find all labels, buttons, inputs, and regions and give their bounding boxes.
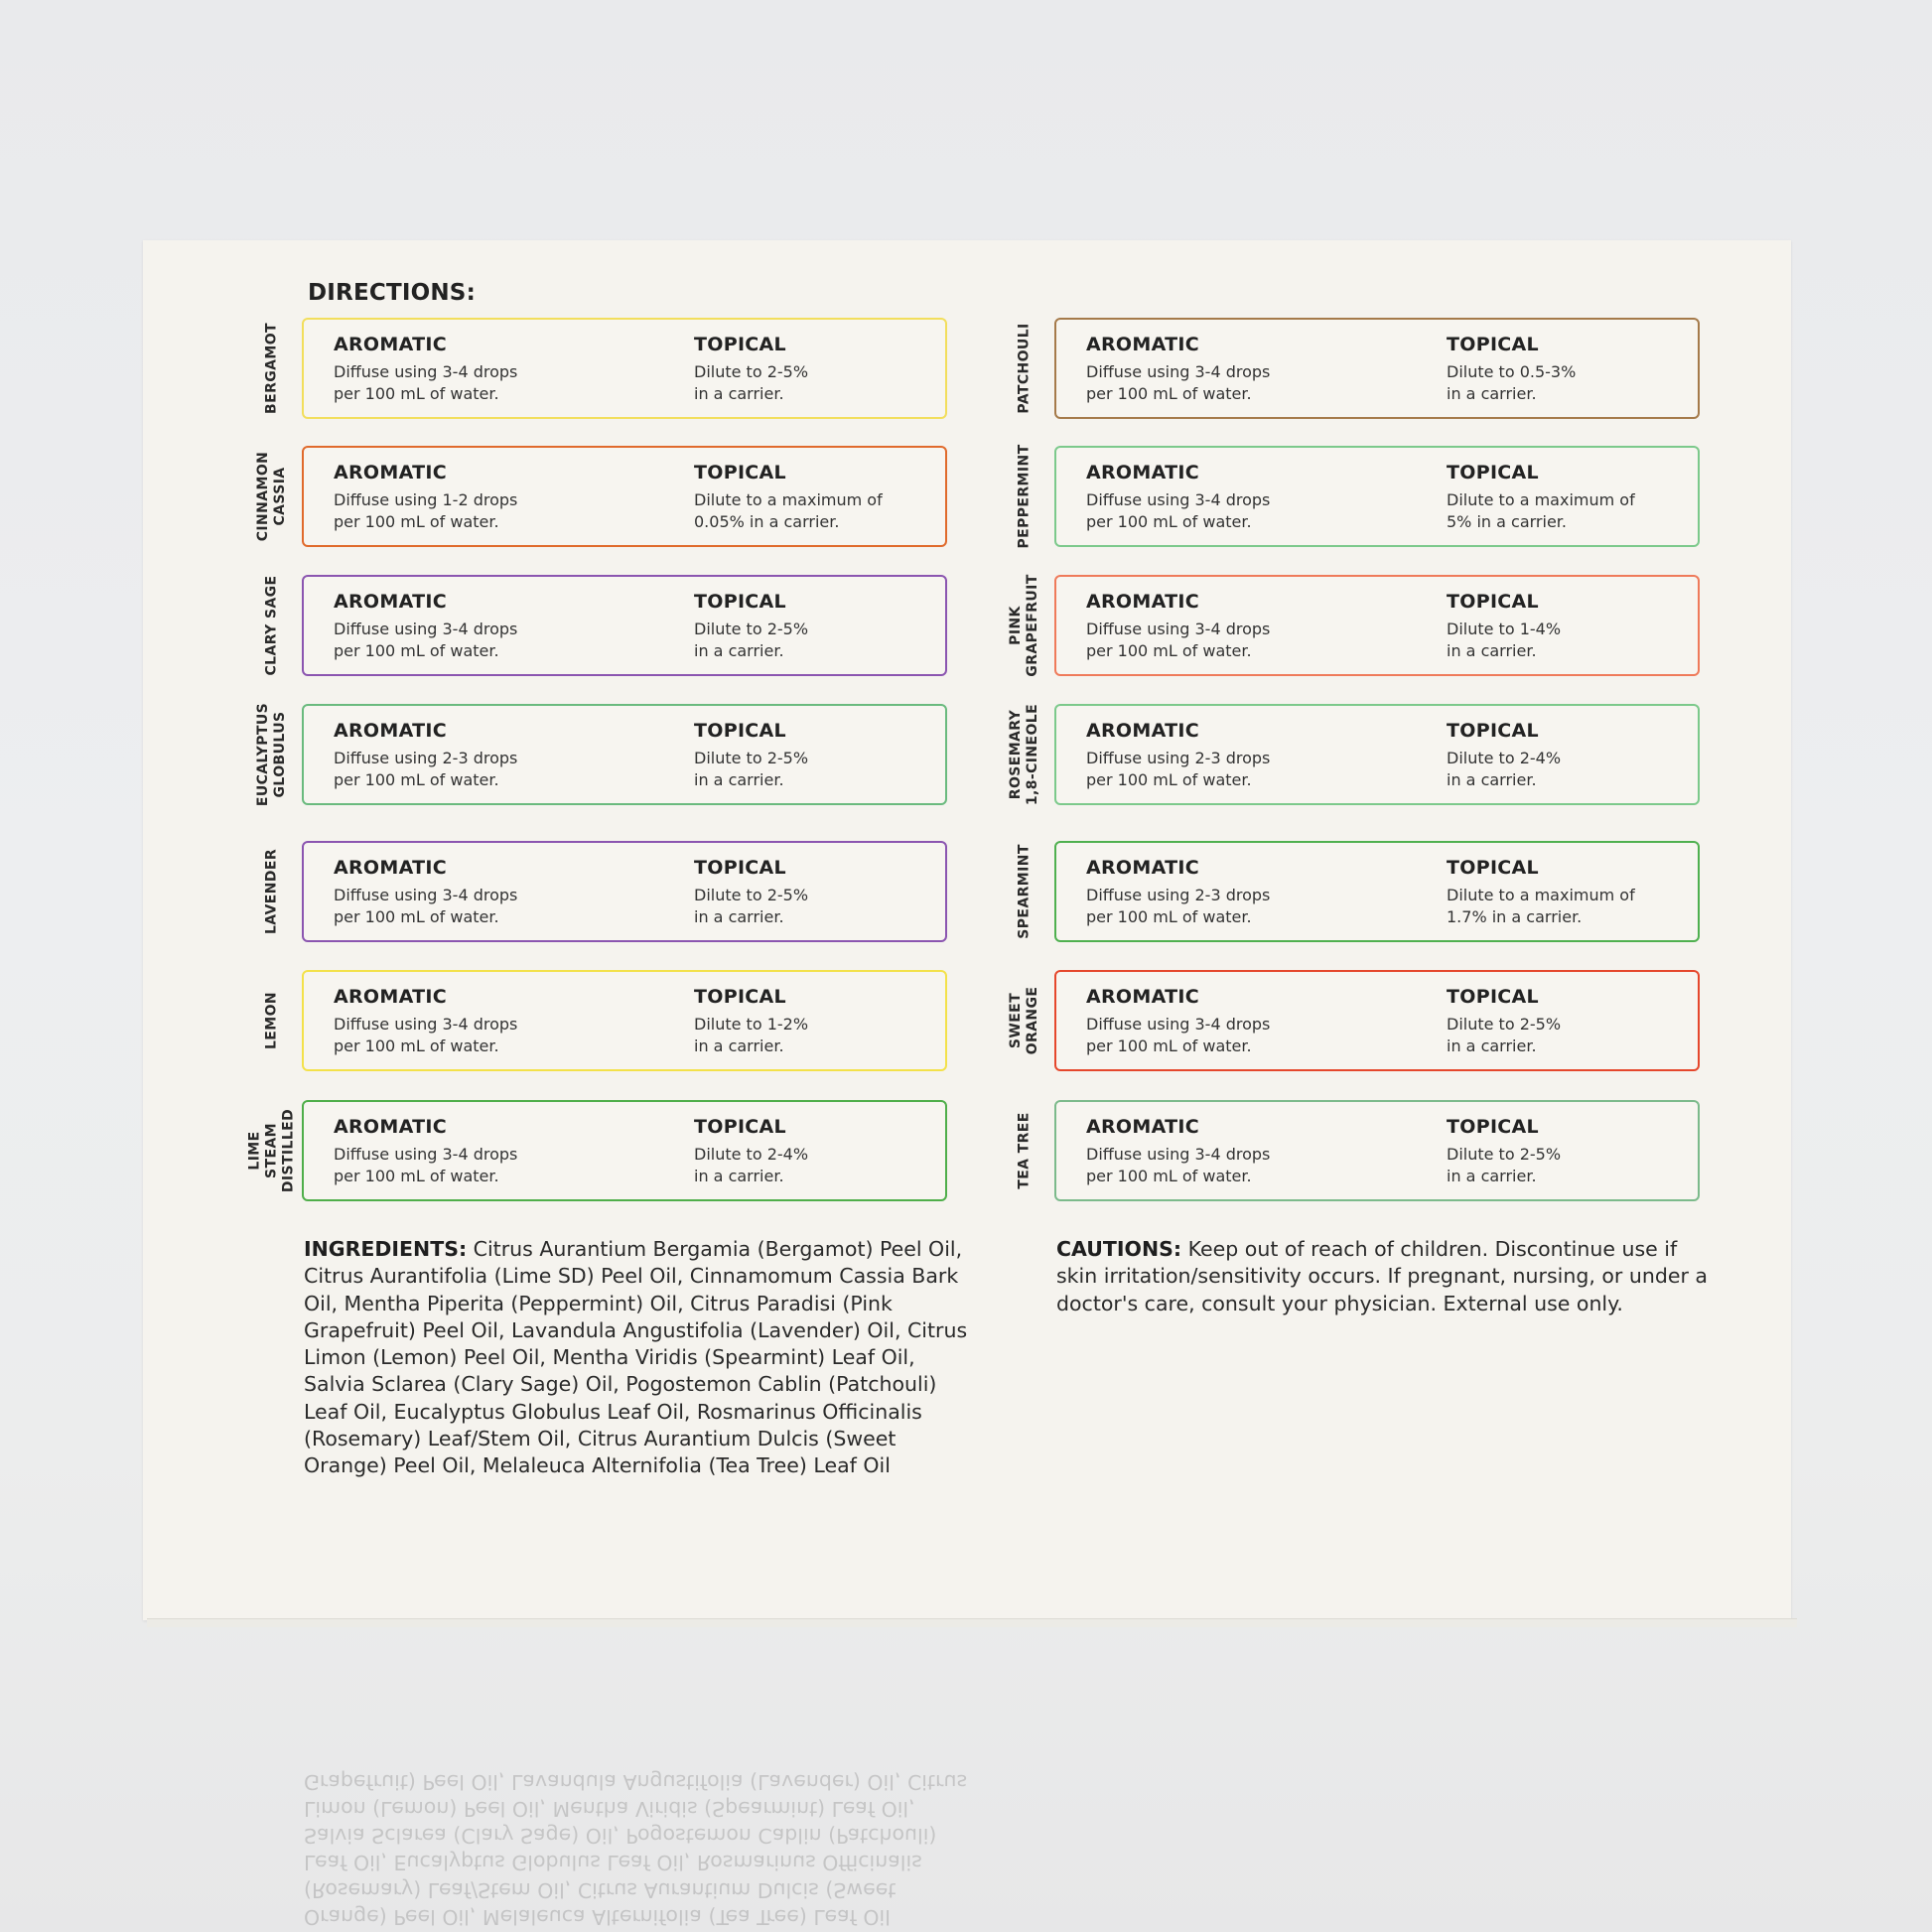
topical-title: TOPICAL	[1447, 591, 1539, 613]
oil-row	[242, 446, 949, 547]
topical-title: TOPICAL	[694, 720, 786, 742]
topical-line: Dilute to 1-4%	[1447, 620, 1562, 638]
oil-row	[242, 575, 949, 676]
oil-direction-card	[302, 704, 947, 805]
topical-section	[694, 857, 808, 928]
aromatic-section	[1086, 591, 1270, 662]
reflection-line: (Rosemary) Leaf/Stem Oil, Citrus Aurantium Dulcis (Sweet	[304, 1877, 897, 1902]
oil-name-label	[242, 970, 302, 1071]
aromatic-line: Diffuse using 3-4 drops	[334, 886, 518, 904]
aromatic-title: AROMATIC	[1086, 591, 1199, 613]
aromatic-title: AROMATIC	[334, 857, 447, 879]
aromatic-line: Diffuse using 2-3 drops	[1086, 749, 1271, 767]
topical-title: TOPICAL	[1447, 857, 1539, 879]
aromatic-line: Diffuse using 3-4 drops	[334, 1015, 518, 1034]
topical-line: in a carrier.	[694, 641, 784, 660]
topical-section	[694, 334, 808, 405]
topical-line: Dilute to 2-4%	[694, 1145, 809, 1164]
aromatic-line: Diffuse using 3-4 drops	[1086, 362, 1271, 381]
topical-title: TOPICAL	[694, 857, 786, 879]
cautions-line: doctor's care, consult your physician. External use only.	[1056, 1291, 1623, 1315]
aromatic-title: AROMATIC	[334, 334, 447, 355]
aromatic-line: Diffuse using 3-4 drops	[1086, 1145, 1271, 1164]
topical-line: in a carrier.	[694, 770, 784, 789]
topical-title: TOPICAL	[1447, 334, 1539, 355]
aromatic-line: Diffuse using 1-2 drops	[334, 490, 518, 509]
aromatic-line: Diffuse using 2-3 drops	[334, 749, 518, 767]
aromatic-section	[334, 857, 517, 928]
oil-name: BERGAMOT	[263, 323, 280, 414]
topical-line: in a carrier.	[694, 907, 784, 926]
oil-row	[242, 1100, 949, 1201]
oil-name: PEPPERMINT	[1016, 444, 1033, 549]
aromatic-title: AROMATIC	[1086, 986, 1199, 1008]
oil-name: LEMON	[263, 991, 280, 1050]
aromatic-title: AROMATIC	[334, 462, 447, 483]
oil-name-label	[242, 704, 302, 805]
oil-direction-card	[1054, 970, 1700, 1071]
oil-name-label	[242, 575, 302, 676]
oil-direction-card	[1054, 446, 1700, 547]
oil-direction-card	[302, 575, 947, 676]
ingredients-line: Citrus Aurantium Bergamia (Bergamot) Peel Oil,	[467, 1237, 963, 1261]
aromatic-section	[1086, 857, 1270, 928]
aromatic-line: Diffuse using 2-3 drops	[1086, 886, 1271, 904]
oil-name: PATCHOULI	[1016, 323, 1033, 414]
topical-section	[1447, 720, 1561, 791]
aromatic-title: AROMATIC	[1086, 462, 1199, 483]
aromatic-title: AROMATIC	[1086, 720, 1199, 742]
aromatic-line: Diffuse using 3-4 drops	[1086, 490, 1271, 509]
oil-name: LAVENDER	[263, 848, 280, 935]
topical-line: Dilute to 2-4%	[1447, 749, 1562, 767]
oil-direction-card	[1054, 575, 1700, 676]
oil-name-label	[995, 446, 1054, 547]
directions-heading: DIRECTIONS:	[308, 280, 476, 306]
aromatic-title: AROMATIC	[1086, 334, 1199, 355]
topical-section	[1447, 591, 1561, 662]
aromatic-line: per 100 mL of water.	[1086, 1167, 1252, 1185]
aromatic-line: per 100 mL of water.	[334, 1036, 499, 1055]
topical-line: in a carrier.	[1447, 1167, 1537, 1185]
aromatic-title: AROMATIC	[334, 720, 447, 742]
oil-row	[995, 1100, 1702, 1201]
topical-line: Dilute to a maximum of	[1447, 490, 1635, 509]
topical-line: in a carrier.	[694, 1167, 784, 1185]
oil-row	[995, 841, 1702, 942]
topical-line: Dilute to 0.5-3%	[1447, 362, 1577, 381]
topical-title: TOPICAL	[694, 986, 786, 1008]
aromatic-section	[334, 591, 517, 662]
aromatic-line: Diffuse using 3-4 drops	[334, 1145, 518, 1164]
oil-row	[995, 970, 1702, 1071]
ingredients-line: (Rosemary) Leaf/Stem Oil, Citrus Aurantium Dulcis (Sweet	[304, 1427, 897, 1451]
cautions-label: CAUTIONS:	[1056, 1237, 1182, 1261]
reflection-line: Salvia Sclarea (Clary Sage) Oil, Pogostemon Cablin (Patchouli)	[304, 1823, 937, 1848]
oil-row	[995, 575, 1702, 676]
oil-row	[242, 970, 949, 1071]
topical-title: TOPICAL	[1447, 720, 1539, 742]
ingredients-line: Orange) Peel Oil, Melaleuca Alternifolia (Tea Tree) Leaf Oil	[304, 1453, 891, 1478]
aromatic-section	[334, 334, 517, 405]
ingredients-line: Grapefruit) Peel Oil, Lavandula Angustifolia (Lavender) Oil, Citrus	[304, 1317, 968, 1342]
aromatic-line: per 100 mL of water.	[334, 384, 499, 403]
topical-section	[1447, 462, 1635, 533]
oil-direction-card	[1054, 1100, 1700, 1201]
topical-title: TOPICAL	[1447, 1116, 1539, 1138]
topical-line: 1.7% in a carrier.	[1447, 907, 1583, 926]
oil-name-label	[995, 970, 1054, 1071]
oil-direction-card	[1054, 704, 1700, 805]
aromatic-section	[1086, 1116, 1270, 1187]
topical-line: Dilute to 2-5%	[694, 886, 809, 904]
topical-title: TOPICAL	[694, 591, 786, 613]
oil-name: TEA TREE	[1016, 1112, 1033, 1189]
aromatic-title: AROMATIC	[1086, 1116, 1199, 1138]
oil-name: EUCALYPTUS GLOBULUS	[255, 702, 288, 807]
topical-section	[694, 591, 808, 662]
topical-section	[694, 1116, 808, 1187]
aromatic-line: per 100 mL of water.	[1086, 641, 1252, 660]
oil-name: LIME STEAM DISTILLED	[246, 1108, 297, 1193]
aromatic-title: AROMATIC	[334, 1116, 447, 1138]
topical-line: Dilute to 2-5%	[1447, 1015, 1562, 1034]
oil-name-label	[242, 841, 302, 942]
aromatic-section	[1086, 334, 1270, 405]
topical-line: Dilute to 2-5%	[1447, 1145, 1562, 1164]
topical-line: Dilute to 2-5%	[694, 362, 809, 381]
aromatic-section	[334, 1116, 517, 1187]
oil-name-label	[995, 1100, 1054, 1201]
reflection-line: Orange) Peel Oil, Melaleuca Alternifolia (Tea Tree) Leaf Oil	[304, 1904, 891, 1929]
aromatic-line: Diffuse using 3-4 drops	[1086, 620, 1271, 638]
aromatic-line: per 100 mL of water.	[1086, 384, 1252, 403]
aromatic-line: Diffuse using 3-4 drops	[334, 362, 518, 381]
reflection-line: Limon (Lemon) Peel Oil, Mentha Viridis (Spearmint) Leaf Oil,	[304, 1796, 915, 1821]
oil-direction-card	[302, 841, 947, 942]
topical-section	[1447, 1116, 1561, 1187]
oil-direction-card	[302, 1100, 947, 1201]
table-reflection	[304, 1767, 1019, 1930]
oil-name: CLARY SAGE	[263, 575, 280, 676]
topical-line: Dilute to a maximum of	[1447, 886, 1635, 904]
oil-name-label	[995, 841, 1054, 942]
aromatic-section	[334, 720, 517, 791]
topical-section	[1447, 986, 1561, 1057]
oil-row	[995, 318, 1702, 419]
aromatic-line: Diffuse using 3-4 drops	[334, 620, 518, 638]
aromatic-section	[1086, 986, 1270, 1057]
oil-direction-card	[1054, 318, 1700, 419]
oil-row	[242, 318, 949, 419]
topical-title: TOPICAL	[694, 1116, 786, 1138]
aromatic-section	[334, 986, 517, 1057]
oil-name: SWEET ORANGE	[1008, 986, 1040, 1055]
oil-name-label	[995, 704, 1054, 805]
topical-title: TOPICAL	[694, 462, 786, 483]
topical-section	[694, 462, 883, 533]
oil-name-label	[242, 446, 302, 547]
topical-title: TOPICAL	[1447, 986, 1539, 1008]
aromatic-line: per 100 mL of water.	[1086, 907, 1252, 926]
aromatic-line: per 100 mL of water.	[1086, 1036, 1252, 1055]
topical-line: in a carrier.	[1447, 384, 1537, 403]
ingredients-line: Salvia Sclarea (Clary Sage) Oil, Pogostemon Cablin (Patchouli)	[304, 1372, 937, 1397]
reflection-line: Leaf Oil, Eucalyptus Globulus Leaf Oil, Rosmarinus Officinalis	[304, 1851, 922, 1875]
reflection-line: Grapefruit) Peel Oil, Lavandula Angustifolia (Lavender) Oil, Citrus	[304, 1769, 968, 1794]
aromatic-line: per 100 mL of water.	[334, 1167, 499, 1185]
oil-name: PINK GRAPEFRUIT	[1008, 574, 1040, 677]
topical-section	[1447, 857, 1635, 928]
cautions-line: skin irritation/sensitivity occurs. If pregnant, nursing, or under a	[1056, 1264, 1708, 1289]
ingredients-line: Citrus Aurantifolia (Lime SD) Peel Oil, Cinnamomum Cassia Bark	[304, 1264, 959, 1289]
oil-direction-card	[302, 318, 947, 419]
oil-direction-card	[302, 970, 947, 1071]
oil-row	[995, 704, 1702, 805]
topical-line: Dilute to 2-5%	[694, 749, 809, 767]
ingredients-text	[304, 1236, 979, 1480]
topical-line: Dilute to a maximum of	[694, 490, 883, 509]
topical-section	[1447, 334, 1576, 405]
topical-line: Dilute to 2-5%	[694, 620, 809, 638]
aromatic-line: per 100 mL of water.	[1086, 770, 1252, 789]
topical-line: in a carrier.	[694, 384, 784, 403]
topical-line: 5% in a carrier.	[1447, 512, 1567, 531]
ingredients-label: INGREDIENTS:	[304, 1237, 468, 1261]
oil-direction-card	[302, 446, 947, 547]
aromatic-line: Diffuse using 3-4 drops	[1086, 1015, 1271, 1034]
topical-line: Dilute to 1-2%	[694, 1015, 809, 1034]
ingredients-line: Limon (Lemon) Peel Oil, Mentha Viridis (Spearmint) Leaf Oil,	[304, 1345, 915, 1370]
aromatic-section	[1086, 720, 1270, 791]
oil-row	[995, 446, 1702, 547]
aromatic-section	[334, 462, 517, 533]
aromatic-section	[1086, 462, 1270, 533]
topical-line: in a carrier.	[1447, 641, 1537, 660]
aromatic-line: per 100 mL of water.	[334, 770, 499, 789]
oil-name: ROSEMARY 1,8-CINEOLE	[1008, 703, 1040, 806]
oil-name-label	[242, 1100, 302, 1201]
topical-line: in a carrier.	[1447, 1036, 1537, 1055]
topical-section	[694, 720, 808, 791]
oil-direction-card	[1054, 841, 1700, 942]
aromatic-line: per 100 mL of water.	[334, 907, 499, 926]
topical-title: TOPICAL	[694, 334, 786, 355]
oil-name: CINNAMON CASSIA	[255, 451, 288, 542]
aromatic-title: AROMATIC	[334, 986, 447, 1008]
topical-line: in a carrier.	[1447, 770, 1537, 789]
cautions-line: Keep out of reach of children. Discontinue use if	[1181, 1237, 1678, 1261]
aromatic-title: AROMATIC	[1086, 857, 1199, 879]
cautions-text	[1056, 1236, 1731, 1317]
oil-name-label	[995, 575, 1054, 676]
oil-name-label	[242, 318, 302, 419]
topical-line: 0.05% in a carrier.	[694, 512, 840, 531]
oil-row	[242, 841, 949, 942]
ingredients-line: Oil, Mentha Piperita (Peppermint) Oil, Citrus Paradisi (Pink	[304, 1291, 893, 1315]
box-bottom-edge	[147, 1618, 1797, 1627]
oil-name: SPEARMINT	[1016, 844, 1033, 939]
aromatic-title: AROMATIC	[334, 591, 447, 613]
topical-line: in a carrier.	[694, 1036, 784, 1055]
topical-title: TOPICAL	[1447, 462, 1539, 483]
oil-row	[242, 704, 949, 805]
aromatic-line: per 100 mL of water.	[1086, 512, 1252, 531]
oil-name-label	[995, 318, 1054, 419]
ingredients-line: Leaf Oil, Eucalyptus Globulus Leaf Oil, Rosmarinus Officinalis	[304, 1399, 922, 1424]
topical-section	[694, 986, 808, 1057]
aromatic-line: per 100 mL of water.	[334, 641, 499, 660]
aromatic-line: per 100 mL of water.	[334, 512, 499, 531]
product-box-back-panel	[143, 240, 1791, 1620]
